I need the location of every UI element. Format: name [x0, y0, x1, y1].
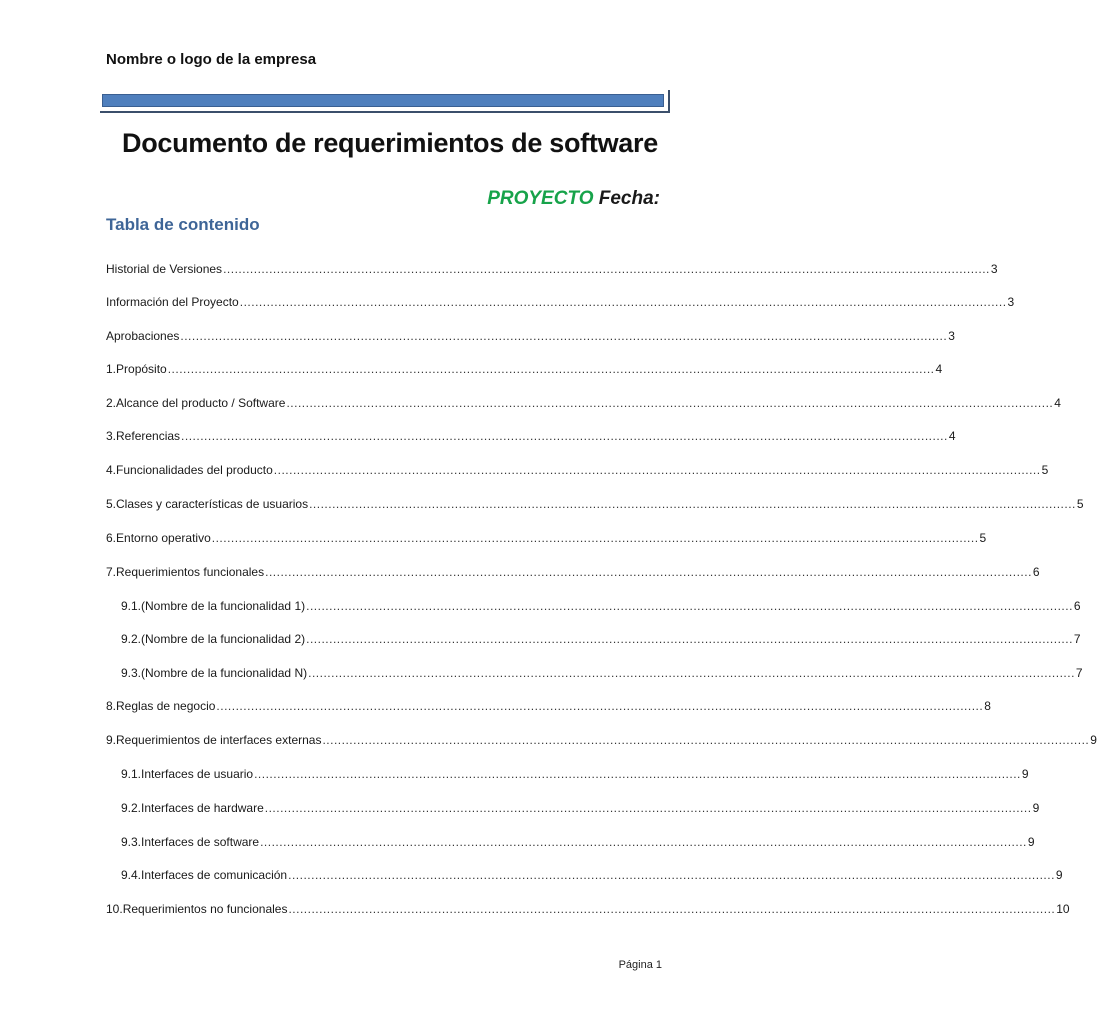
toc-entry-page: 9	[1090, 733, 1097, 747]
toc-dot-leader: ........................................................................................................................................................................................................	[265, 565, 1032, 579]
toc-entry[interactable]	[106, 493, 1084, 511]
project-label: PROYECTO	[487, 188, 594, 209]
toc-entry[interactable]	[106, 358, 943, 376]
toc-entry-label: Interfaces de comunicación	[141, 868, 288, 882]
toc-entry-label: Propósito	[116, 362, 167, 376]
toc-entry-page: 3	[948, 329, 955, 343]
toc-dot-leader: ........................................................................................................................................................................................................	[306, 632, 1073, 646]
toc-entry-number: 7.	[106, 565, 117, 579]
toc-entry-label: Interfaces de software	[141, 835, 260, 849]
toc-entry-label: Requerimientos funcionales	[116, 565, 265, 579]
toc-entry-page: 9	[1032, 801, 1040, 815]
toc-entry-page: 9	[1027, 835, 1035, 849]
toc-entry-number: 9.3.	[121, 666, 142, 680]
toc-dot-leader: ........................................................................................................................................................................................................	[239, 295, 1007, 309]
toc-entry[interactable]	[106, 291, 1015, 309]
toc-entry-number: 6.	[106, 531, 117, 545]
toc-dot-leader: ........................................................................................................................................................................................................	[254, 767, 1021, 781]
toc-entry-page: 3	[990, 262, 998, 276]
toc-entry[interactable]	[106, 325, 955, 343]
toc-entry[interactable]	[106, 425, 956, 443]
project-date-line	[487, 188, 660, 210]
toc-dot-leader: ........................................................................................................................................................................................................	[306, 599, 1073, 613]
toc-entry-number: 9.4.	[121, 868, 142, 882]
toc-heading: Tabla de contenido	[106, 215, 260, 234]
toc-entry-label: Aprobaciones	[106, 329, 180, 343]
toc-entry[interactable]	[121, 797, 1040, 815]
toc-entry-page: 9	[1021, 767, 1029, 781]
toc-entry-page: 7	[1075, 666, 1083, 680]
toc-entry[interactable]	[106, 459, 1049, 477]
toc-dot-leader: ........................................................................................................................................................................................................	[288, 868, 1055, 882]
toc-entry-number: 4.	[106, 463, 117, 477]
toc-entry-number: 9.1.	[121, 767, 142, 781]
toc-dot-leader: ........................................................................................................................................................................................................	[286, 396, 1054, 410]
toc-entry-label: Interfaces de hardware	[141, 801, 264, 815]
toc-entry[interactable]	[121, 864, 1063, 882]
toc-entry[interactable]	[121, 595, 1081, 613]
toc-entry-page: 6	[1073, 599, 1081, 613]
company-name: Nombre o logo de la empresa	[106, 51, 317, 68]
toc-dot-leader: ........................................................................................................................................................................................................	[180, 329, 948, 343]
toc-entry-page: 10	[1056, 902, 1070, 916]
toc-dot-leader: ........................................................................................................................................................................................................	[260, 835, 1027, 849]
toc-entry[interactable]	[106, 527, 987, 545]
toc-entry-label: Reglas de negocio	[116, 699, 216, 713]
toc-dot-leader: ........................................................................................................................................................................................................	[308, 666, 1075, 680]
toc-entry-number: 1.	[106, 362, 117, 376]
toc-entry-label: Requerimientos de interfaces externas	[116, 733, 322, 747]
toc-entry-label: Información del Proyecto	[106, 295, 239, 309]
toc-entry-label: Historial de Versiones	[106, 262, 223, 276]
toc-entry-page: 4	[935, 362, 943, 376]
toc-entry-number: 9.2.	[121, 801, 142, 815]
toc-entry-label: (Nombre de la funcionalidad N)	[141, 666, 308, 680]
toc-entry[interactable]	[106, 729, 1097, 747]
date-label: Fecha:	[598, 188, 660, 209]
toc-dot-leader: ........................................................................................................................................................................................................	[167, 362, 935, 376]
toc-entry-number: 2.	[106, 396, 117, 410]
document-title: Documento de requerimientos de software	[122, 128, 658, 158]
toc-entry-page: 3	[1007, 295, 1015, 309]
toc-entry-number: 9.3.	[121, 835, 142, 849]
toc-entry[interactable]	[106, 392, 1061, 410]
toc-entry-label: Funcionalidades del producto	[116, 463, 273, 477]
toc-dot-leader: ........................................................................................................................................................................................................	[223, 262, 990, 276]
toc-entry-label: Alcance del producto / Software	[116, 396, 286, 410]
toc-dot-leader: ........................................................................................................................................................................................................	[309, 497, 1076, 511]
toc-dot-leader: ........................................................................................................................................................................................................	[264, 801, 1032, 815]
toc-entry-number: 9.	[106, 733, 117, 747]
toc-entry[interactable]	[106, 898, 1070, 916]
toc-entry-page: 4	[1054, 396, 1061, 410]
toc-entry-page: 7	[1073, 632, 1081, 646]
toc-entry[interactable]	[121, 628, 1081, 646]
toc-dot-leader: ........................................................................................................................................................................................................	[322, 733, 1090, 747]
toc-entry-number: 8.	[106, 699, 117, 713]
toc-entry-label: Entorno operativo	[116, 531, 211, 545]
header-banner	[102, 94, 664, 107]
toc-dot-leader: ........................................................................................................................................................................................................	[273, 463, 1041, 477]
toc-dot-leader: ........................................................................................................................................................................................................	[288, 902, 1056, 916]
toc-entry[interactable]	[121, 662, 1083, 680]
toc-entry-number: 3.	[106, 429, 117, 443]
toc-entry[interactable]	[121, 831, 1035, 849]
toc-entry-page: 4	[948, 429, 956, 443]
toc-entry-label: Clases y características de usuarios	[116, 497, 309, 511]
toc-entry-number: 9.1.	[121, 599, 142, 613]
toc-entry[interactable]	[106, 695, 991, 713]
toc-dot-leader: ........................................................................................................................................................................................................	[211, 531, 979, 545]
toc-entry-page: 6	[1032, 565, 1040, 579]
toc-entry-label: Requerimientos no funcionales	[122, 902, 288, 916]
toc-entry[interactable]	[106, 258, 998, 276]
toc-entry-label: Referencias	[116, 429, 181, 443]
toc-entry-page: 5	[1076, 497, 1084, 511]
page-number: Página 1	[618, 959, 662, 971]
toc-dot-leader: ........................................................................................................................................................................................................	[216, 699, 984, 713]
toc-entry-number: 10.	[106, 902, 123, 916]
toc-entry-label: (Nombre de la funcionalidad 1)	[141, 599, 306, 613]
toc-entry-number: 5.	[106, 497, 117, 511]
toc-entry-label: Interfaces de usuario	[141, 767, 254, 781]
toc-entry-page: 9	[1055, 868, 1063, 882]
toc-entry-label: (Nombre de la funcionalidad 2)	[141, 632, 306, 646]
toc-entry-number: 9.2.	[121, 632, 142, 646]
toc-entry-page: 5	[1041, 463, 1049, 477]
toc-entry[interactable]	[121, 763, 1029, 781]
toc-entry-page: 8	[984, 699, 991, 713]
toc-dot-leader: ........................................................................................................................................................................................................	[181, 429, 948, 443]
toc-entry[interactable]	[106, 561, 1040, 579]
toc-entry-page: 5	[979, 531, 987, 545]
